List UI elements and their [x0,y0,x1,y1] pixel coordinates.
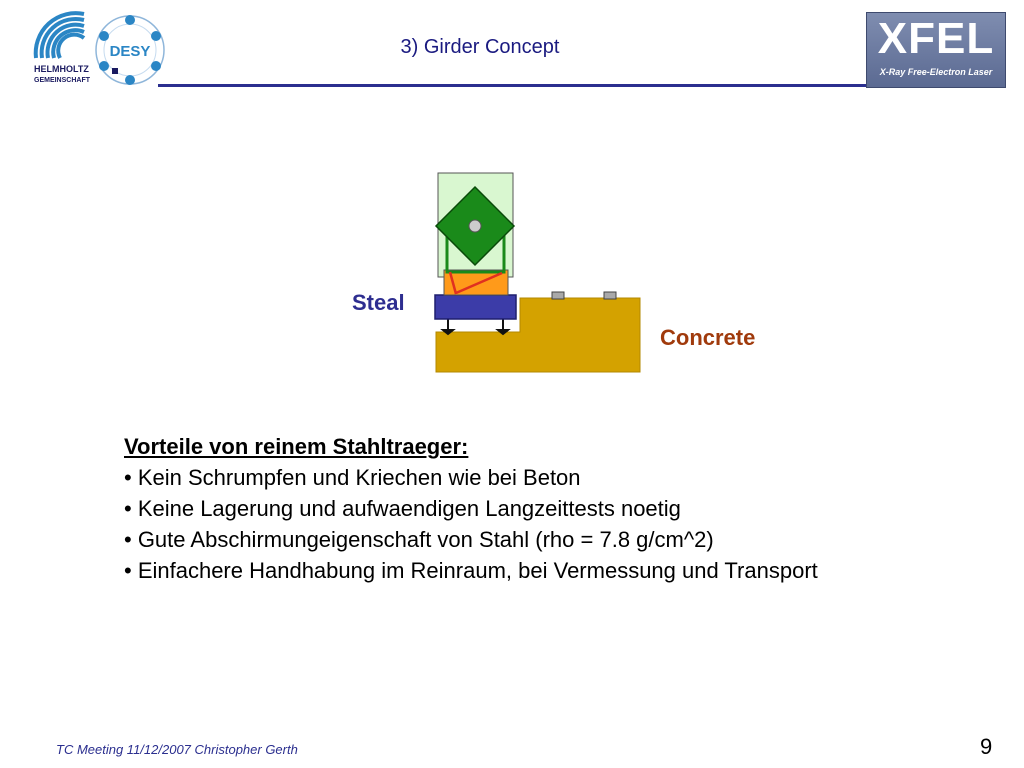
advantages-heading: Vorteile von reinem Stahltraeger: [124,434,469,459]
slide-title: 3) Girder Concept [400,36,560,58]
beam-position [469,220,481,232]
concrete-pad [604,292,616,299]
xfel-logo-text: XFEL [877,14,995,63]
desy-helmholtz-logo [28,10,178,90]
advantages-list [124,432,984,586]
bullet-item: • Kein Schrumpfen und Kriechen wie bei Beton [124,465,581,490]
bullet-item: • Einfachere Handhabung im Reinraum, bei Vermessung und Transport [124,558,818,583]
bullet-item: • Keine Lagerung und aufwaendigen Langzeittests noetig [124,496,681,521]
xfel-logo [866,12,1006,88]
helmholtz-text: HELMHOLTZ [34,64,89,74]
gemeinschaft-text: GEMEINSCHAFT [34,77,90,84]
steel-girder [435,295,516,319]
steel-label: Steal [352,290,405,315]
girder-diagram [300,160,820,390]
bullet-item: • Gute Abschirmungeigenschaft von Stahl (rho = 7.8 g/cm^2) [124,527,714,552]
page-number: 9 [980,734,993,759]
concrete-label: Concrete [660,325,756,350]
desy-text: DESY [109,43,151,60]
footer-meeting-info: TC Meeting 11/12/2007 Christopher Gerth [56,742,298,757]
concrete-pad [552,292,564,299]
xfel-logo-subtitle: X-Ray Free-Electron Laser [879,67,993,77]
